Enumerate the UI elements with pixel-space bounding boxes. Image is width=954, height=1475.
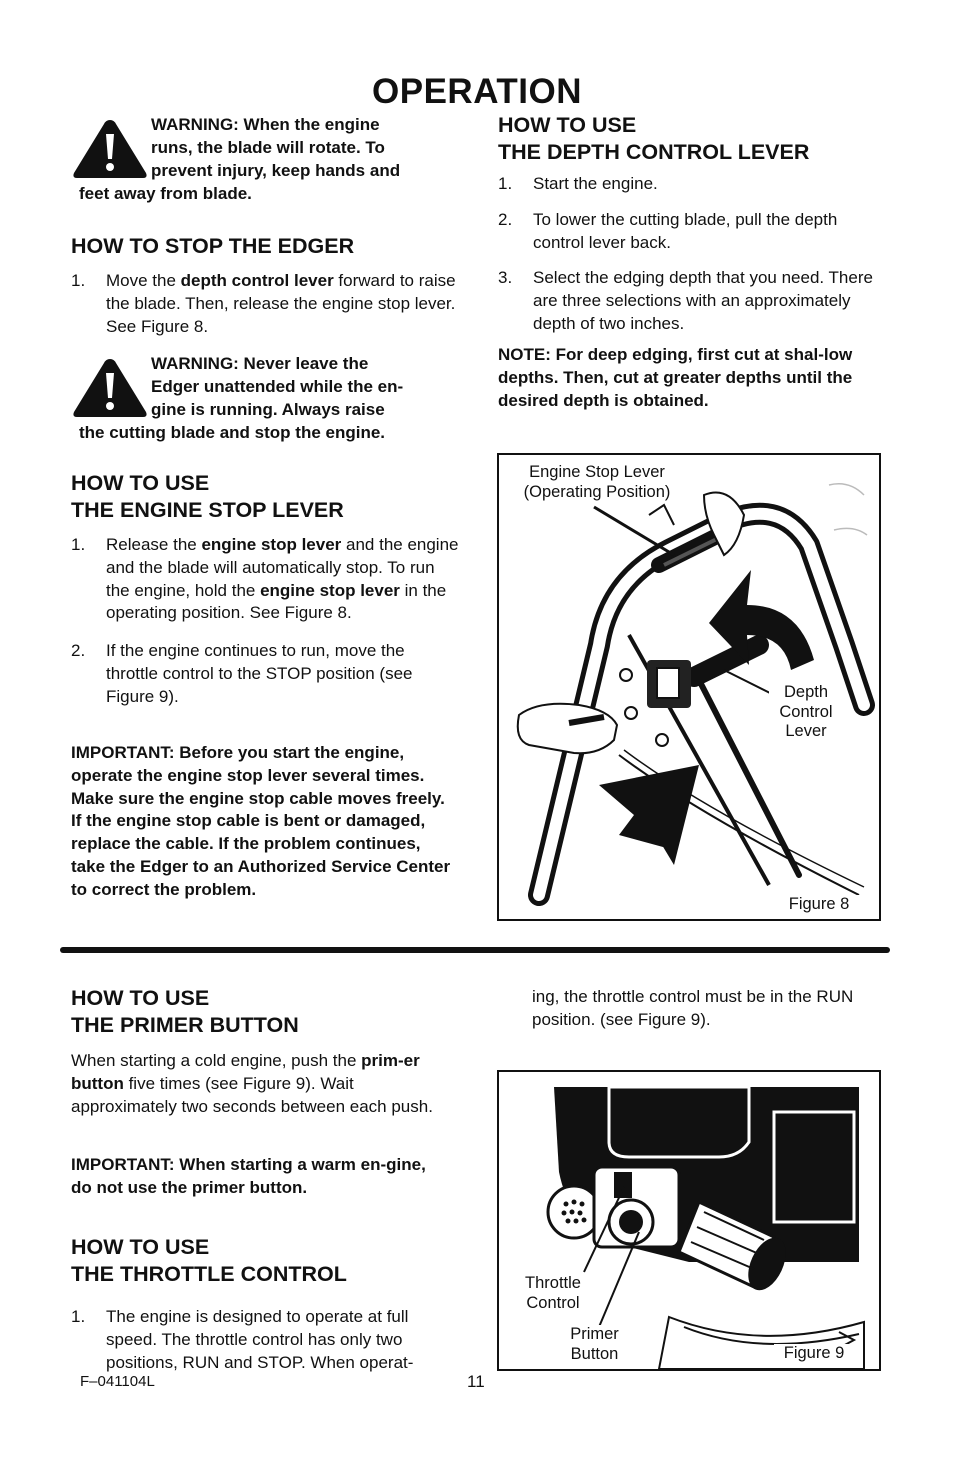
fig9-primer-label: Primer Button	[557, 1325, 632, 1364]
warning2-line1: WARNING: Never leave the	[151, 354, 369, 373]
fig8-engine-stop-label: Engine Stop Lever (Operating Position)	[507, 463, 687, 502]
list-item: 1. Release the engine stop lever and the engine and the blade will automatically stop. To run the engine, hold the engine stop lever in the operating position. See Figure 8.	[71, 535, 459, 623]
section-divider	[60, 947, 890, 953]
figure-8	[497, 453, 881, 921]
footer-doc-code: F–041104L	[80, 1373, 155, 1390]
primer-important: IMPORTANT: When starting a warm en-gine, do not use the primer button.	[71, 1155, 426, 1197]
depth-control-heading: HOW TO USE THE DEPTH CONTROL LEVER	[498, 113, 810, 164]
warning1-line3: prevent injury, keep hands and	[151, 160, 401, 180]
list-item: 1. Start the engine.	[498, 174, 658, 193]
stop-edger-heading: HOW TO STOP THE EDGER	[71, 234, 355, 258]
warning-triangle-icon	[70, 356, 150, 420]
figure-9	[497, 1070, 881, 1371]
engine-stop-heading: HOW TO USE THE ENGINE STOP LEVER	[71, 471, 344, 522]
warning2-line3: gine is running. Always raise	[151, 399, 385, 419]
throttle-continuation: ing, the throttle control must be in the RUN position. (see Figure 9).	[532, 987, 854, 1029]
throttle-steps	[71, 1306, 461, 1374]
list-item: 1. The engine is designed to operate at full speed. The throttle control has only two positions, RUN and STOP. When operat-	[71, 1307, 414, 1372]
warning2-tail: the cutting blade and stop the engine.	[79, 423, 386, 442]
figure-9-caption: Figure 9	[774, 1344, 854, 1364]
page-title: OPERATION	[372, 72, 582, 111]
warning1-tail: feet away from blade.	[79, 184, 252, 203]
figure-8-caption: Figure 8	[779, 895, 859, 915]
depth-control-steps	[498, 173, 883, 336]
warning1-line2: runs, the blade will rotate. To	[151, 137, 385, 157]
list-item: 2. If the engine continues to run, move the throttle control to the STOP position (see Figure 9).	[71, 641, 413, 706]
list-item: 1. Move the depth control lever forward to raise the blade. Then, release the engine stop lever. See Figure 8.	[71, 271, 456, 336]
engine-stop-important: IMPORTANT: Before you start the engine, operate the engine stop lever several times. Make sure the engine stop cable moves freely. If the engine stop cable is bent or damaged, replace the cable. If the problem continues, take the Edger to an Authorized Service Center to correct the problem.	[71, 743, 451, 899]
list-item: 2. To lower the cutting blade, pull the depth control lever back.	[498, 209, 838, 252]
page-number: 11	[467, 1372, 485, 1391]
throttle-heading: HOW TO USE THE THROTTLE CONTROL	[71, 1235, 347, 1286]
engine-controls-illustration	[499, 1072, 879, 1369]
warning-triangle-icon	[70, 117, 150, 181]
list-item: 3. Select the edging depth that you need. There are three selections with an approximately depth of two inches.	[498, 268, 873, 333]
primer-paragraph: When starting a cold engine, push the prim-er button five times (see Figure 9). Wait approximately two seconds between each push.	[71, 1051, 433, 1116]
warning1-line1: WARNING: When the engine	[151, 115, 380, 134]
warning-block-unattended	[70, 353, 460, 448]
stop-edger-steps	[71, 270, 461, 338]
warning-block-blade	[70, 114, 460, 209]
warning2-line2: Edger unattended while the en-	[151, 376, 404, 396]
depth-control-note: NOTE: For deep edging, first cut at shal-low depths. Then, cut at greater depths until the desired depth is obtained.	[498, 345, 853, 410]
fig8-depth-control-label: Depth Control Lever	[769, 683, 843, 742]
engine-stop-steps	[71, 534, 461, 719]
fig9-throttle-label: Throttle Control	[513, 1274, 593, 1313]
primer-heading: HOW TO USE THE PRIMER BUTTON	[71, 986, 299, 1037]
